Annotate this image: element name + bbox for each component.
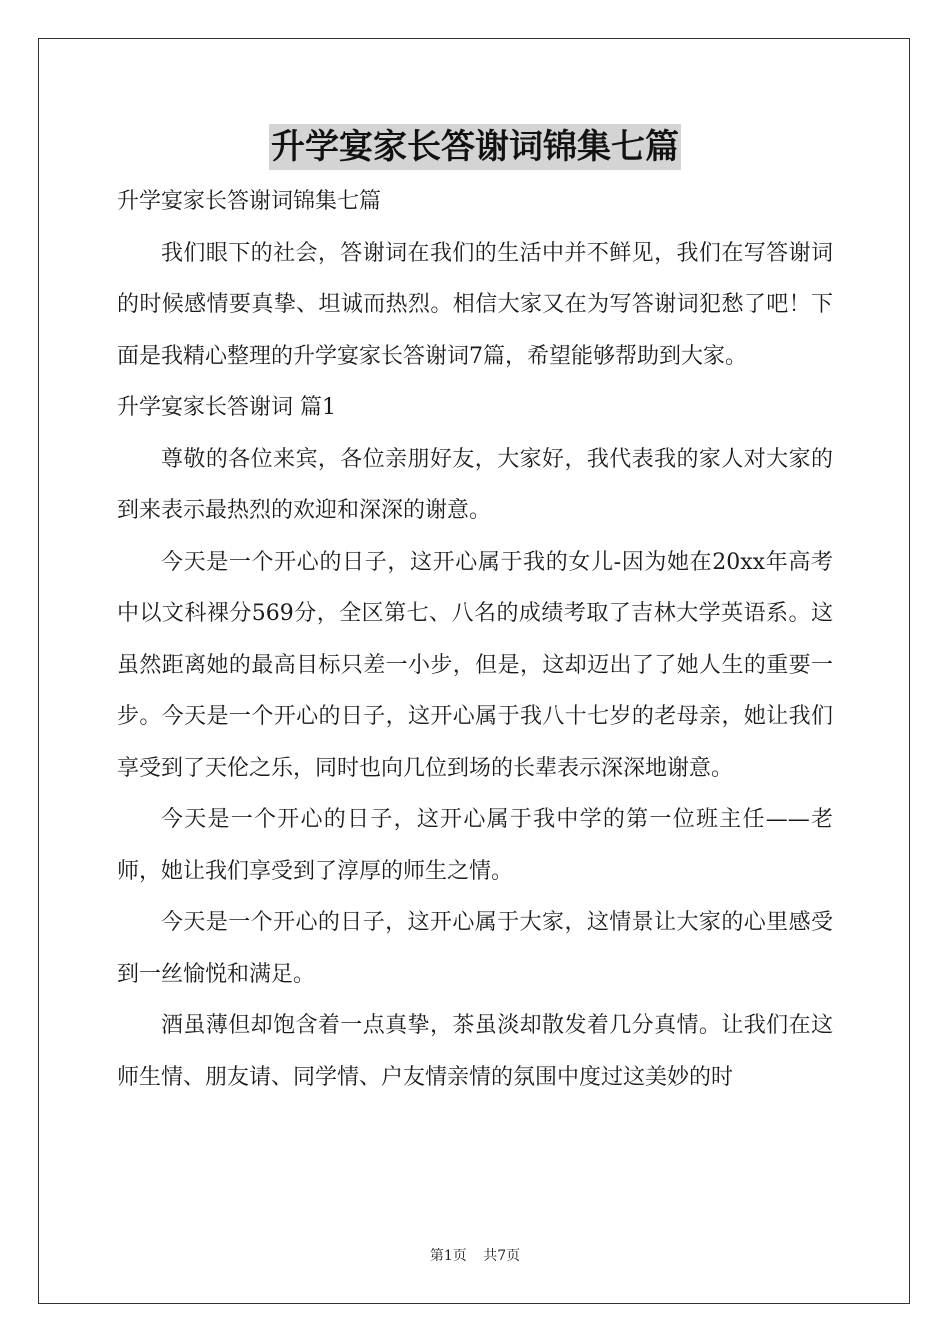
body-paragraph: 酒虽薄但却饱含着一点真挚，茶虽淡却散发着几分真情。让我们在这师生情、朋友请、同学情、户友情亲情的氛围中度过这美妙的时 <box>117 1013 833 1090</box>
intro-paragraph: 我们眼下的社会，答谢词在我们的生活中并不鲜见，我们在写答谢词的时候感情要真挚、坦诚而热烈。相信大家又在为写答谢词犯愁了吧！下面是我精心整理的升学宴家长答谢词7篇，希望能够帮助到大家。 <box>117 240 833 369</box>
body-paragraph: 尊敬的各位来宾，各位亲朋好友，大家好，我代表我的家人对大家的到来表示最热烈的欢迎和深深的谢意。 <box>117 446 833 523</box>
body-paragraph: 今天是一个开心的日子，这开心属于我的女儿-因为她在20xx年高考中以文科裸分569分，全区第七、八名的成绩考取了吉林大学英语系。这虽然距离她的最高目标只差一小步，但是，这却迈出了了她人生的重要一步。今天是一个开心的日子，这开心属于我八十七岁的老母亲，她让我们享受到了天伦之乐，同时也向几位到场的长辈表示深深地谢意。 <box>117 549 833 781</box>
page-footer <box>0 1245 950 1265</box>
document-body <box>117 176 833 1103</box>
document-title: 升学宴家长答谢词锦集七篇 <box>269 124 681 170</box>
title-container <box>0 124 950 170</box>
body-paragraph: 今天是一个开心的日子，这开心属于大家，这情景让大家的心里感受到一丝愉悦和满足。 <box>117 910 833 987</box>
page-total: 共7页 <box>483 1248 521 1264</box>
body-paragraph: 今天是一个开心的日子，这开心属于我中学的第一位班主任——老师，她让我们享受到了淳厚的师生之情。 <box>117 807 833 884</box>
subtitle: 升学宴家长答谢词锦集七篇 <box>117 189 382 214</box>
section-heading: 升学宴家长答谢词 篇1 <box>117 395 336 420</box>
page-number: 第1页 <box>429 1248 467 1264</box>
